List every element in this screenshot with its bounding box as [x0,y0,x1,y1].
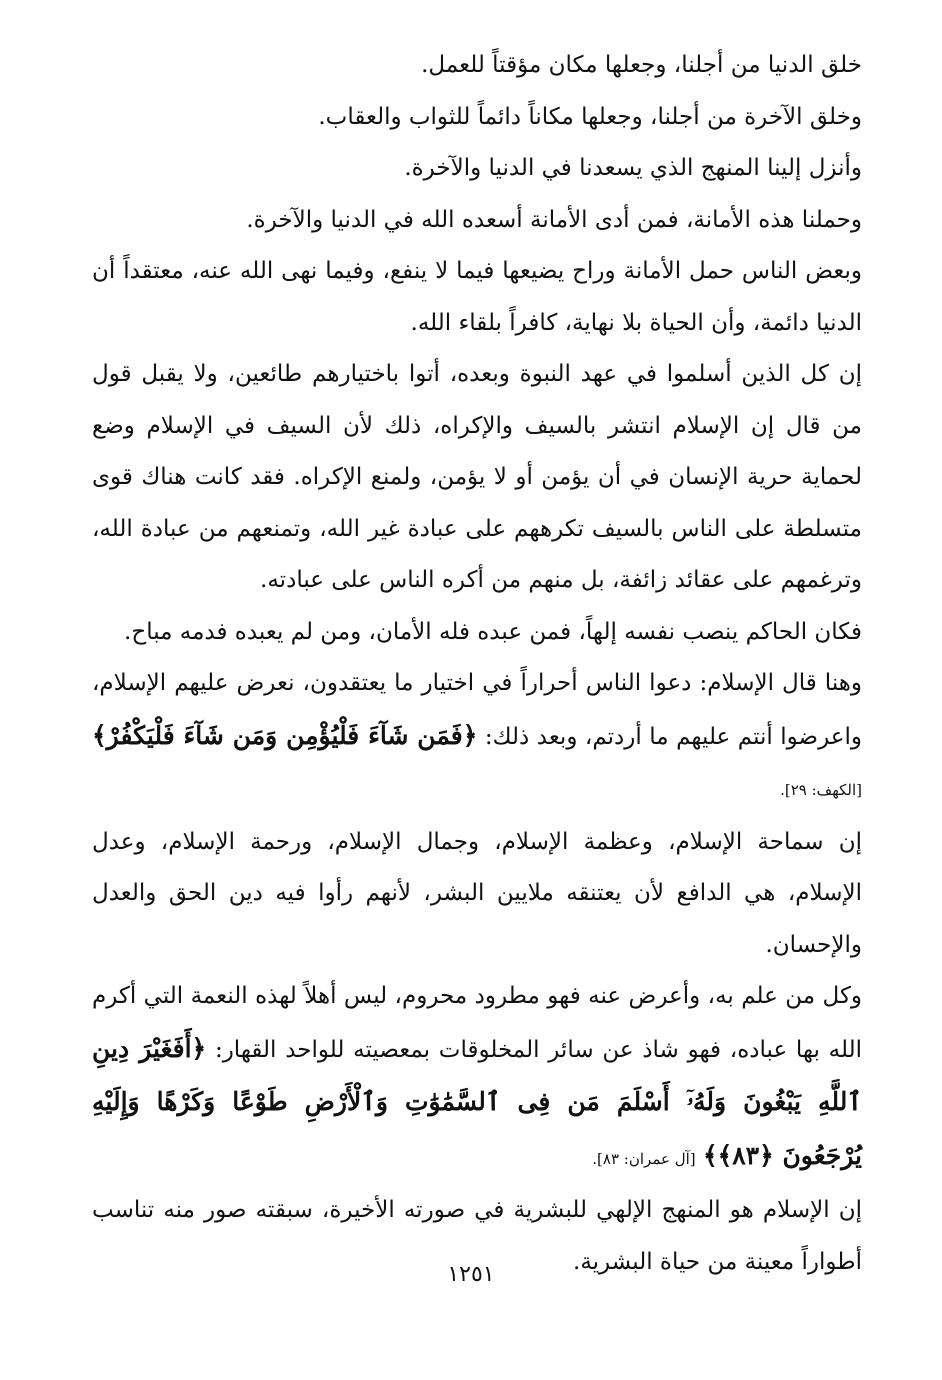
paragraph-6: إن كل الذين أسلموا في عهد النبوة وبعده، أتوا باختيارهم طائعين، ولا يقبل قول من قال إن الإسلام انتشر بالسيف والإكراه، ذلك لأن السيف في الإسلام وضع لحماية حرية الإنسان في أن يؤمن أو لا يؤمن، ولمنع الإكراه. فقد كانت هناك قوى متسلطة على الناس بالسيف تكرههم على عبادة غير الله، وتمنعهم من عبادة الله، وترغمهم على عقائد زائفة، بل منهم من أكره الناس على عبادته. [92,361,862,593]
paragraph-9: إن سماحة الإسلام، وعظمة الإسلام، وجمال الإسلام، ورحمة الإسلام، وعدل الإسلام، هي الدافع لأن يعتنقه ملايين البشر، لأنهم رأوا فيه دين الحق والعدل والإحسان. [92,828,862,958]
paragraph-4: وحملنا هذه الأمانة، فمن أدى الأمانة أسعده الله في الدنيا والآخرة. [246,206,862,233]
verse-reference-kahf: [الكهف: ٢٩]. [780,781,862,799]
body-text [92,40,862,1288]
paragraph-11: إن الإسلام هو المنهج الإلهي للبشرية في صورته الأخيرة، سبقته صور منه تناسب أطواراً معينة من حياة البشرية. [92,1197,862,1275]
quran-verse-kahf: ﴿فَمَن شَآءَ فَلْيُؤْمِن وَمَن شَآءَ فَلْيَكْفُرْ﴾ [92,720,478,750]
page-number: ١٢٥١ [447,1262,495,1287]
paragraph-8-text: وهنا قال الإسلام: دعوا الناس أحراراً في اختيار ما يعتقدون، نعرض عليهم الإسلام، واعرضوا أنتم عليهم ما أردتم، وبعد ذلك: [92,670,863,750]
paragraph-10-text: وكل من علم به، وأعرض عنه فهو مطرود محروم، ليس أهلاً لهذه النعمة التي أكرم الله بها عباده، فهو شاذ عن سائر المخلوقات بمعصيته للواحد القهار: [92,983,863,1063]
paragraph-7: فكان الحاكم ينصب نفسه إلهاً، فمن عبده فله الأمان، ومن لم يعبده فدمه مباح. [124,618,862,645]
paragraph-1: خلق الدنيا من أجلنا، وجعلها مكان مؤقتاً للعمل. [421,52,862,78]
paragraph-3: وأنزل إلينا المنهج الذي يسعدنا في الدنيا والآخرة. [404,155,862,181]
quran-verse-al-imran: ﴿أَفَغَيْرَ دِينِ ٱللَّهِ يَبْغُونَ وَلَهُۥٓ أَسْلَمَ مَن فِى ٱلسَّمَٰوَٰتِ وَٱلْأَرْضِ طَوْعًا وَكَرْهًا وَإِلَيْهِ يُرْجَعُونَ ﴿٨٣﴾﴾ [92,1033,862,1170]
verse-reference-al-imran: [آل عمران: ٨٣]. [592,1149,696,1168]
paragraph-8 [92,658,862,817]
paragraph-5: وبعض الناس حمل الأمانة وراح يضيعها فيما لا ينفع، وفيما نهى الله عنه، معتقداً أن الدنيا دائمة، وأن الحياة بلا نهاية، كافراً بلقاء الله. [92,258,862,336]
paragraph-10 [92,971,862,1185]
paragraph-2: وخلق الآخرة من أجلنا، وجعلها مكاناً دائماً للثواب والعقاب. [318,103,862,130]
